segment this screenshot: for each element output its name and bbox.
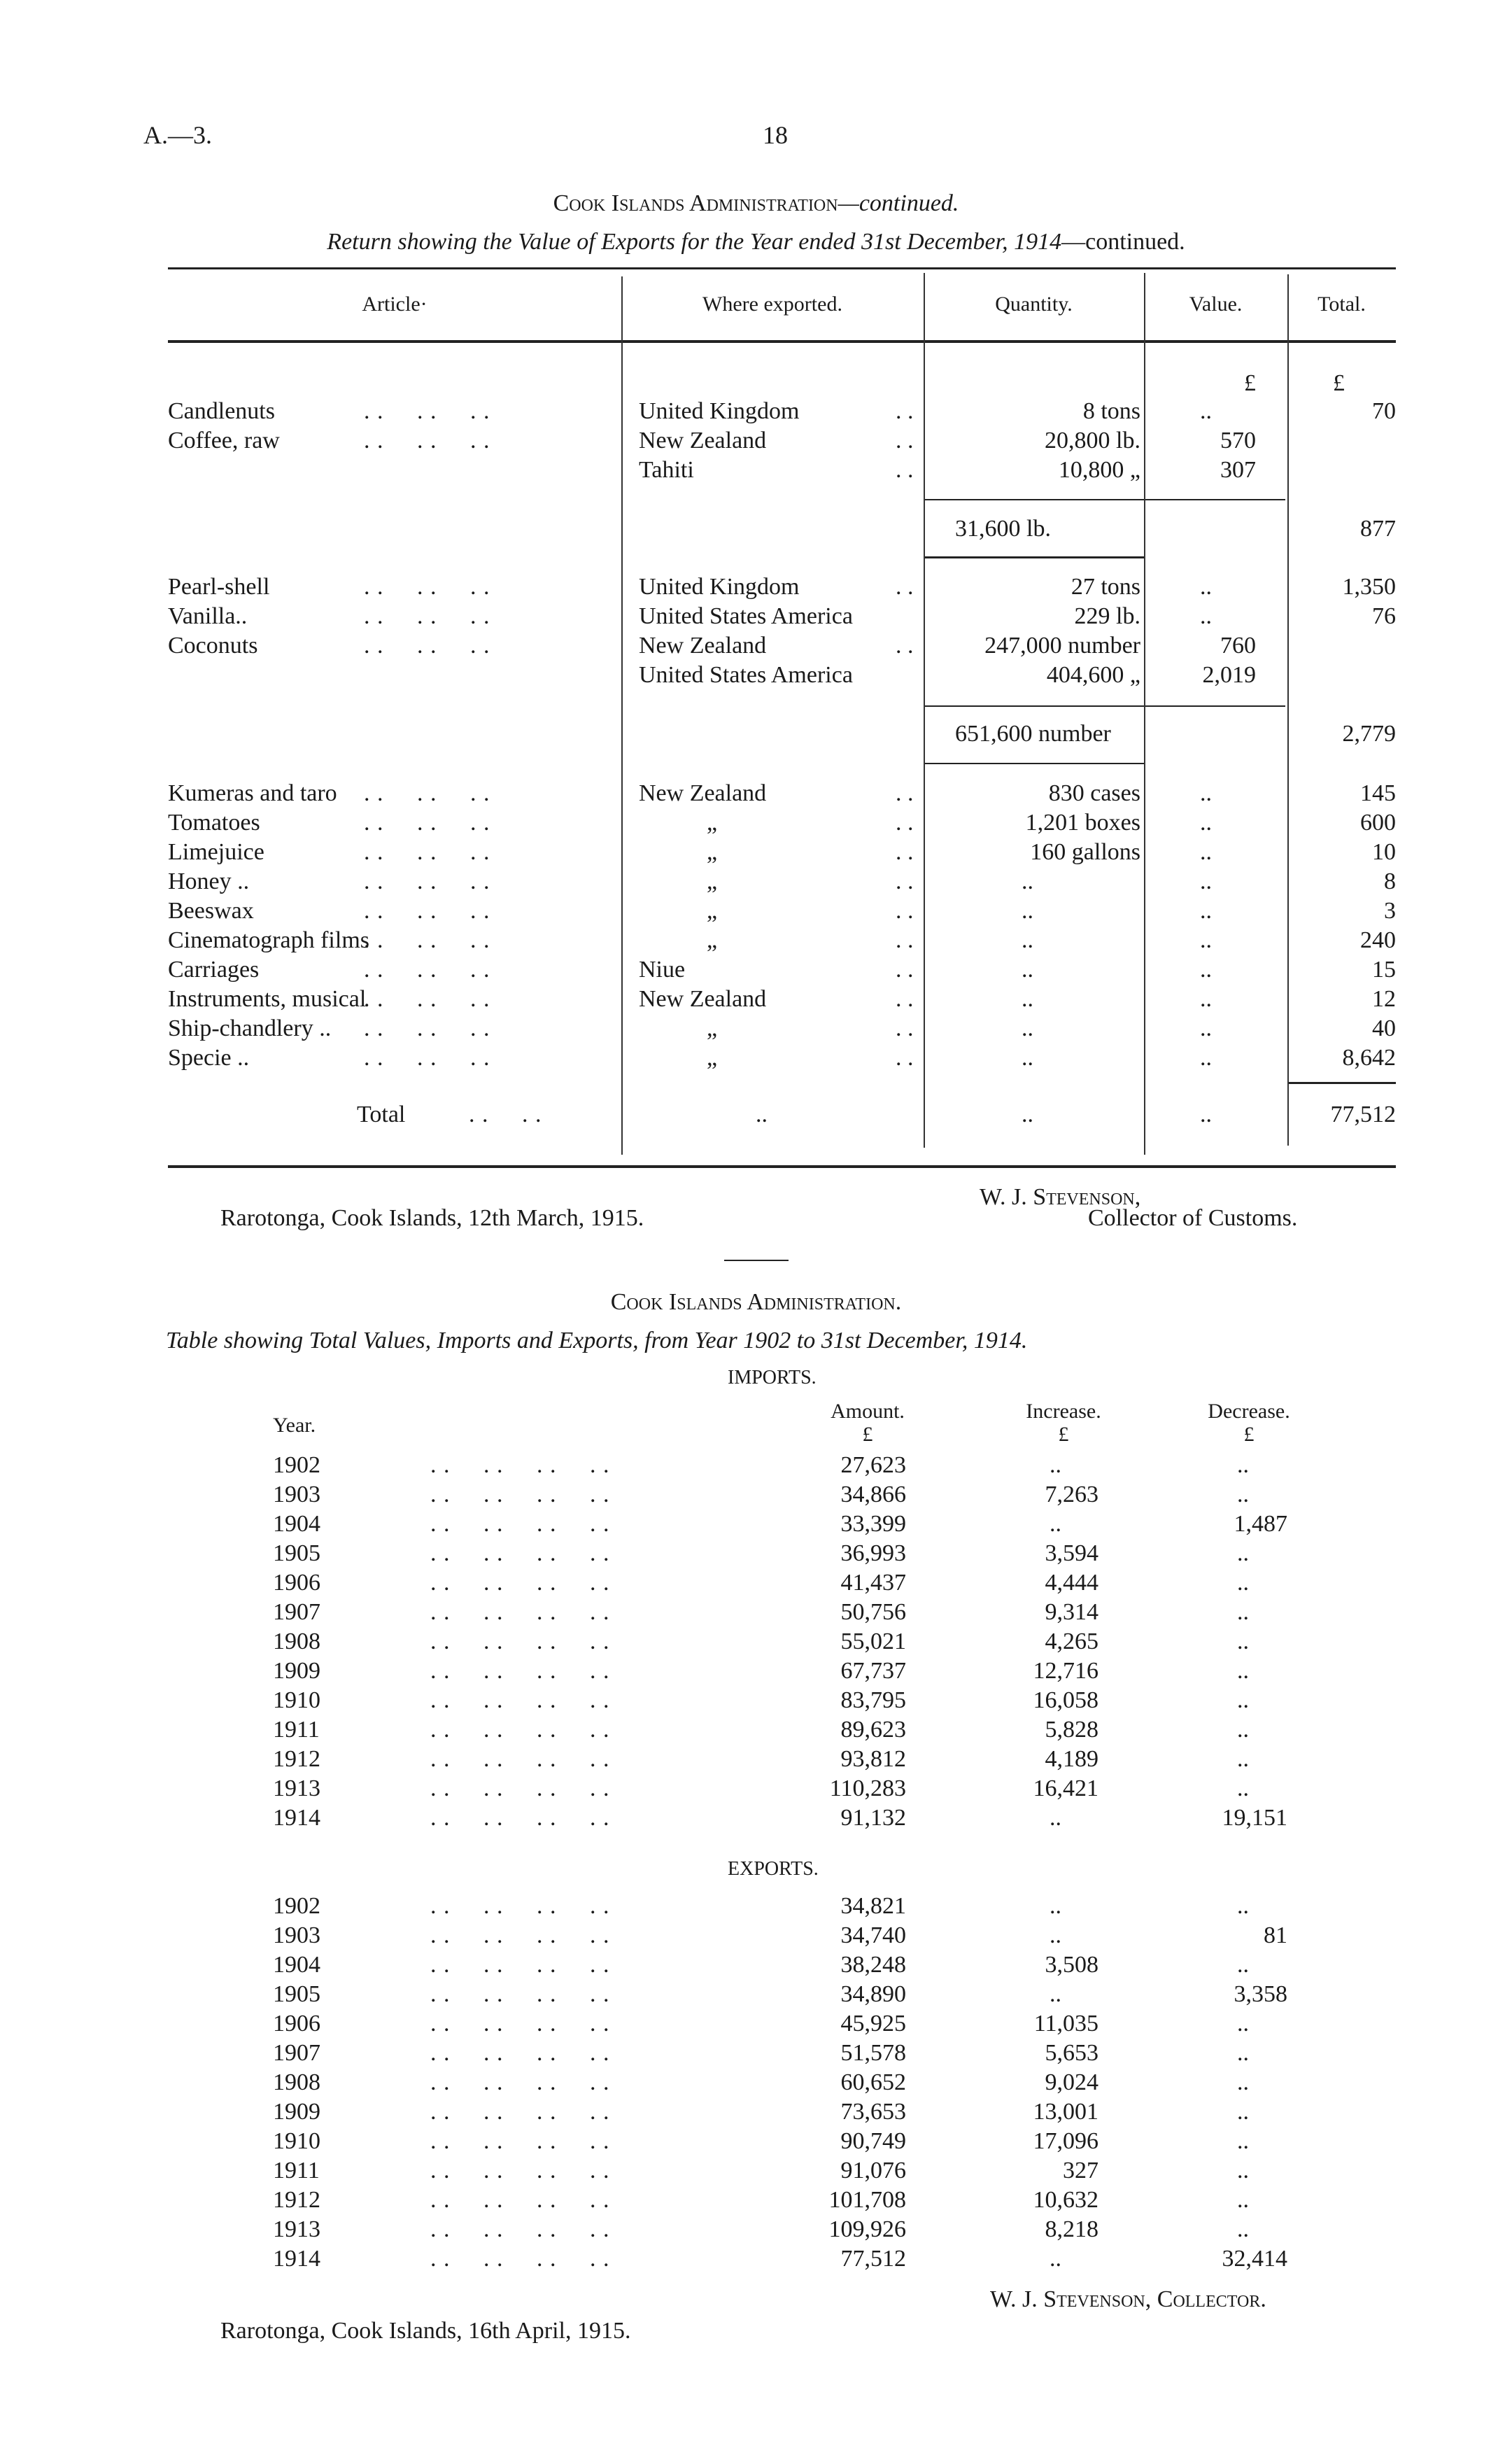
where-exported: United Kingdom [639, 398, 800, 424]
leader-dots: . . . . . . [364, 986, 490, 1012]
increase: .. [1050, 2246, 1061, 2272]
value-subtotal-rule [1145, 705, 1285, 707]
amount: 77,512 [840, 2246, 906, 2272]
year: 1905 [273, 1540, 320, 1566]
increase: .. [1050, 1981, 1061, 2007]
leader-dots: . . . . . . . . [430, 1981, 610, 2007]
increase: 5,653 [1045, 2040, 1098, 2066]
where-exported: „ [707, 898, 718, 924]
year: 1914 [273, 1805, 320, 1831]
year: 1908 [273, 1629, 320, 1654]
amount: 55,021 [840, 1629, 906, 1654]
leader-dots: . . . . . . . . [430, 1775, 610, 1801]
leader-dots: . . [896, 810, 914, 836]
leader-dots: . . . . . . . . [430, 1746, 610, 1772]
leader-dots: . . . . . . . . [430, 2011, 610, 2037]
column-header-quantity: Quantity. [995, 293, 1073, 316]
total: 10 [1372, 839, 1396, 865]
totals-subtitle: Table showing Total Values, Imports and Exports, from Year 1902 to 31st December, 1914. [166, 1328, 1028, 1353]
where-exported: „ [707, 927, 718, 953]
year: 1910 [273, 2128, 320, 2154]
increase: 4,189 [1045, 1746, 1098, 1772]
where-exported: „ [707, 1015, 718, 1041]
amount: 27,623 [840, 1452, 906, 1478]
decrease: .. [1237, 2187, 1249, 2213]
decrease: .. [1237, 2069, 1249, 2095]
year: 1908 [273, 2069, 320, 2095]
quantity: 8 tons [1082, 398, 1140, 424]
leader-dots: . . . . . . [364, 633, 490, 659]
quantity: 404,600 „ [1046, 662, 1140, 688]
article-name: Instruments, musical [168, 986, 367, 1012]
value: 307 [1220, 457, 1256, 483]
where-exported: New Zealand [639, 780, 767, 806]
leader-dots: . . . . . . . . [430, 2187, 610, 2213]
year: 1905 [273, 1981, 320, 2007]
quantity-subtotal-rule [925, 705, 1144, 707]
page-reference: A.—3. [143, 121, 212, 149]
article-name: Limejuice [168, 839, 264, 865]
table-bottom-rule [168, 1165, 1396, 1168]
quantity-subtotal-bottom-rule [925, 556, 1144, 558]
leader-dots: . . . . . . . . [430, 1717, 610, 1743]
exports-label: EXPORTS. [728, 1858, 819, 1880]
value-subtotal-rule [1145, 499, 1285, 500]
increase: 327 [1063, 2158, 1098, 2183]
increase: 3,508 [1045, 1952, 1098, 1978]
column-divider [621, 276, 623, 1155]
column-header-total: Total. [1317, 293, 1366, 316]
leader-dots: . . . . . . . . [430, 1629, 610, 1654]
amount: 34,740 [840, 1922, 906, 1948]
increase: 4,265 [1045, 1629, 1098, 1654]
article-name: Carriages [168, 957, 260, 983]
value-currency: £ [1244, 370, 1256, 396]
collector-signature [990, 2285, 1266, 2314]
column-header-amount: Amount. [831, 1400, 905, 1423]
amount: 51,578 [840, 2040, 906, 2066]
amount: 45,925 [840, 2011, 906, 2037]
leader-dots: . . . . . . [364, 1015, 490, 1041]
column-header-decrease: Decrease. [1208, 1400, 1290, 1423]
column-header-value: Value. [1189, 293, 1243, 316]
decrease: .. [1237, 2158, 1249, 2183]
quantity: 10,800 „ [1058, 457, 1140, 483]
increase: 10,632 [1033, 2187, 1098, 2213]
year: 1911 [273, 2158, 320, 2183]
where-exported: Niue [639, 957, 686, 983]
leader-dots: . . . . . . . . [430, 1482, 610, 1507]
amount: 109,926 [828, 2216, 906, 2242]
total: 240 [1360, 927, 1396, 953]
amount: 91,132 [840, 1805, 906, 1831]
page-number: 18 [763, 121, 788, 149]
leader-dots: . . . . . . [364, 780, 490, 806]
imports-label: IMPORTS. [728, 1367, 817, 1388]
leader-dots: . . . . . . . . [430, 2246, 610, 2272]
quantity: 229 lb. [1074, 603, 1140, 629]
value: .. [1200, 927, 1212, 953]
decrease: .. [1237, 1893, 1249, 1919]
amount: 93,812 [840, 1746, 906, 1772]
leader-dots: . . . . . . [364, 428, 490, 453]
leader-dots: . . [896, 633, 914, 659]
leader-dots: . . [896, 986, 914, 1012]
quantity: .. [1022, 986, 1033, 1012]
year: 1911 [273, 1717, 320, 1743]
value: .. [1200, 839, 1212, 865]
where-exported: „ [707, 868, 718, 894]
value: 760 [1220, 633, 1256, 659]
decrease: .. [1237, 1452, 1249, 1478]
exports-subtitle-suffix: —continued. [1061, 229, 1185, 255]
value: .. [1200, 868, 1212, 894]
leader-dots: . . . . . . . . [430, 2069, 610, 2095]
year: 1910 [273, 1687, 320, 1713]
leader-dots: . . . . . . . . [430, 2040, 610, 2066]
leader-dots: . . . . . . [364, 839, 490, 865]
amount: 110,283 [829, 1775, 906, 1801]
leader-dots: . . [896, 457, 914, 483]
signatory-title: Collector of Customs. [1088, 1205, 1298, 1231]
increase: 9,314 [1045, 1599, 1098, 1625]
increase: 16,421 [1033, 1775, 1098, 1801]
total: 3 [1384, 898, 1396, 924]
decrease: .. [1237, 2099, 1249, 2125]
increase: .. [1050, 1511, 1061, 1537]
year: 1912 [273, 2187, 320, 2213]
leader-dots: . . [896, 428, 914, 453]
amount: 101,708 [828, 2187, 906, 2213]
exports-heading-suffix: —continued. [838, 190, 959, 216]
total: 15 [1372, 957, 1396, 983]
leader-dots: . . . . . . . . [430, 1570, 610, 1596]
decrease: .. [1237, 1599, 1249, 1625]
leader-dots: . . . . . . . . [430, 2128, 610, 2154]
quantity: 27 tons [1071, 574, 1140, 600]
leader-dots: . . . . . . . . [430, 2216, 610, 2242]
leader-dots: . . . . . . . . [430, 2099, 610, 2125]
year: 1909 [273, 1658, 320, 1684]
leader-dots: . . . . [469, 1102, 542, 1127]
column-header-article: Article· [362, 293, 428, 316]
quantity-subtotal: 31,600 lb. [955, 516, 1051, 542]
quantity: 20,800 lb. [1045, 428, 1140, 453]
leader-dots: . . [896, 839, 914, 865]
leader-dots: . . . . . . [364, 810, 490, 836]
total: 40 [1372, 1015, 1396, 1041]
total-row-where: .. [756, 1102, 768, 1127]
place-date: Rarotonga, Cook Islands, 12th March, 1915. [220, 1205, 644, 1231]
value: .. [1200, 398, 1212, 424]
quantity: .. [1022, 868, 1033, 894]
leader-dots: . . . . . . . . [430, 1658, 610, 1684]
decrease: .. [1237, 1658, 1249, 1684]
quantity: .. [1022, 1015, 1033, 1041]
leader-dots: . . . . . . [364, 398, 490, 424]
total: 145 [1360, 780, 1396, 806]
amount: 89,623 [840, 1717, 906, 1743]
amount: 60,652 [840, 2069, 906, 2095]
increase: .. [1050, 1922, 1061, 1948]
year: 1907 [273, 2040, 320, 2066]
leader-dots: . . . . . . . . [430, 1952, 610, 1978]
where-exported: United Kingdom [639, 574, 800, 600]
leader-dots: . . . . . . . . [430, 1805, 610, 1831]
increase: .. [1050, 1805, 1061, 1831]
decrease: .. [1237, 1775, 1249, 1801]
increase: 17,096 [1033, 2128, 1098, 2154]
amount: 33,399 [840, 1511, 906, 1537]
decrease: .. [1237, 2040, 1249, 2066]
amount: 34,890 [840, 1981, 906, 2007]
year: 1903 [273, 1482, 320, 1507]
value: .. [1200, 810, 1212, 836]
value: .. [1200, 1015, 1212, 1041]
value: .. [1200, 1045, 1212, 1071]
leader-dots: . . . . . . [364, 868, 490, 894]
increase: 5,828 [1045, 1717, 1098, 1743]
column-header-year: Year. [273, 1414, 316, 1437]
quantity: .. [1022, 957, 1033, 983]
total: 877 [1360, 516, 1396, 542]
article-name: Coffee, raw [168, 428, 280, 453]
where-exported: New Zealand [639, 428, 767, 453]
leader-dots: . . [896, 927, 914, 953]
value: .. [1200, 780, 1212, 806]
quantity: .. [1022, 927, 1033, 953]
leader-dots: . . . . . . . . [430, 1540, 610, 1566]
decrease: .. [1237, 1952, 1249, 1978]
table-header-rule [168, 340, 1396, 343]
total-currency: £ [1333, 370, 1345, 396]
quantity: 160 gallons [1030, 839, 1140, 865]
section-separator [724, 1260, 789, 1261]
column-divider [1144, 273, 1145, 1155]
year: 1904 [273, 1511, 320, 1537]
decrease: .. [1237, 2128, 1249, 2154]
increase: 13,001 [1033, 2099, 1098, 2125]
increase-unit: £ [1058, 1423, 1069, 1446]
leader-dots: . . . . . . . . [430, 2158, 610, 2183]
where-exported: United States America [639, 603, 853, 629]
article-name: Ship-chandlery .. [168, 1015, 332, 1041]
year: 1907 [273, 1599, 320, 1625]
year: 1906 [273, 1570, 320, 1596]
total: 12 [1372, 986, 1396, 1012]
year: 1904 [273, 1952, 320, 1978]
increase: 16,058 [1033, 1687, 1098, 1713]
amount: 34,866 [840, 1482, 906, 1507]
quantity: 1,201 boxes [1025, 810, 1140, 836]
amount: 90,749 [840, 2128, 906, 2154]
where-exported: United States America [639, 662, 853, 688]
year: 1912 [273, 1746, 320, 1772]
value: .. [1200, 603, 1212, 629]
leader-dots: . . . . . . [364, 574, 490, 600]
total: 8,642 [1342, 1045, 1396, 1071]
quantity: .. [1022, 1045, 1033, 1071]
leader-dots: . . [896, 780, 914, 806]
year: 1902 [273, 1893, 320, 1919]
total-row-total: 77,512 [1330, 1102, 1396, 1127]
article-name: Tomatoes [168, 810, 260, 836]
year: 1913 [273, 2216, 320, 2242]
decrease: .. [1237, 1746, 1249, 1772]
decrease: 1,487 [1234, 1511, 1287, 1537]
amount: 91,076 [840, 2158, 906, 2183]
place-date-2: Rarotonga, Cook Islands, 16th April, 1915. [220, 2318, 631, 2344]
decrease: .. [1237, 1482, 1249, 1507]
increase: 4,444 [1045, 1570, 1098, 1596]
year: 1913 [273, 1775, 320, 1801]
quantity: 830 cases [1048, 780, 1140, 806]
increase: 3,594 [1045, 1540, 1098, 1566]
leader-dots: . . . . . . . . [430, 1893, 610, 1919]
value: 570 [1220, 428, 1256, 453]
leader-dots: . . [896, 1015, 914, 1041]
where-exported: New Zealand [639, 986, 767, 1012]
total: 1,350 [1342, 574, 1396, 600]
decrease: 3,358 [1234, 1981, 1287, 2007]
where-exported: „ [707, 839, 718, 865]
increase: 7,263 [1045, 1482, 1098, 1507]
leader-dots: . . . . . . . . [430, 1687, 610, 1713]
exports-subtitle [0, 227, 1512, 257]
quantity-subtotal-bottom-rule [925, 763, 1144, 764]
leader-dots: . . . . . . . . [430, 1452, 610, 1478]
leader-dots: . . . . . . . . [430, 1511, 610, 1537]
decrease: .. [1237, 1540, 1249, 1566]
amount: 41,437 [840, 1570, 906, 1596]
increase: 9,024 [1045, 2069, 1098, 2095]
year: 1909 [273, 2099, 320, 2125]
article-name: Honey .. [168, 868, 250, 894]
leader-dots: . . . . . . . . [430, 1599, 610, 1625]
column-divider [924, 273, 925, 1148]
quantity-subtotal-rule [925, 499, 1144, 500]
article-name: Pearl-shell [168, 574, 270, 600]
leader-dots: . . . . . . [364, 957, 490, 983]
leader-dots: . . [896, 398, 914, 424]
increase: .. [1050, 1452, 1061, 1478]
amount: 38,248 [840, 1952, 906, 1978]
total-row-label: Total [357, 1102, 406, 1127]
decrease: .. [1237, 2216, 1249, 2242]
article-name: Kumeras and taro [168, 780, 337, 806]
total: 76 [1372, 603, 1396, 629]
decrease: 32,414 [1222, 2246, 1287, 2272]
article-name: Vanilla.. [168, 603, 248, 629]
amount: 67,737 [840, 1658, 906, 1684]
year: 1902 [273, 1452, 320, 1478]
total: 2,779 [1342, 721, 1396, 747]
leader-dots: . . . . . . [364, 927, 490, 953]
leader-dots: . . . . . . . . [430, 1922, 610, 1948]
leader-dots: . . . . . . [364, 603, 490, 629]
total: 600 [1360, 810, 1396, 836]
quantity: .. [1022, 898, 1033, 924]
amount: 83,795 [840, 1687, 906, 1713]
leader-dots: . . . . . . [364, 898, 490, 924]
increase: 11,035 [1033, 2011, 1098, 2037]
leader-dots: . . [896, 868, 914, 894]
amount: 73,653 [840, 2099, 906, 2125]
decrease: .. [1237, 2011, 1249, 2037]
exports-subtitle-text: Return showing the Value of Exports for the Year ended 31st December, 1914 [327, 229, 1062, 255]
column-header-increase: Increase. [1026, 1400, 1101, 1423]
where-exported: Tahiti [639, 457, 694, 483]
where-exported: „ [707, 810, 718, 836]
year: 1914 [273, 2246, 320, 2272]
decrease: .. [1237, 1629, 1249, 1654]
increase: .. [1050, 1893, 1061, 1919]
quantity-subtotal: 651,600 number [955, 721, 1111, 747]
article-name: Candlenuts [168, 398, 275, 424]
quantity: 247,000 number [984, 633, 1140, 659]
decrease: .. [1237, 1570, 1249, 1596]
decrease: .. [1237, 1717, 1249, 1743]
decrease: 19,151 [1222, 1805, 1287, 1831]
exports-heading [0, 189, 1512, 218]
value: 2,019 [1202, 662, 1256, 688]
total-sum-rule [1289, 1082, 1396, 1084]
decrease: 81 [1264, 1922, 1287, 1948]
total: 8 [1384, 868, 1396, 894]
increase: 12,716 [1033, 1658, 1098, 1684]
collector-signature-text: W. J. Stevenson, Collector. [990, 2286, 1266, 2312]
leader-dots: . . [896, 898, 914, 924]
table-top-rule [168, 267, 1396, 269]
decrease-unit: £ [1243, 1423, 1255, 1446]
signatory-name-text: W. J. Stevenson, [980, 1184, 1141, 1210]
exports-heading-main: Cook Islands Administration [553, 190, 838, 216]
article-name: Specie .. [168, 1045, 250, 1071]
article-name: Coconuts [168, 633, 258, 659]
value: .. [1200, 574, 1212, 600]
total: 70 [1372, 398, 1396, 424]
decrease: .. [1237, 1687, 1249, 1713]
leader-dots: . . [896, 1045, 914, 1071]
value: .. [1200, 986, 1212, 1012]
amount: 36,993 [840, 1540, 906, 1566]
where-exported: New Zealand [639, 633, 767, 659]
column-header-where: Where exported. [702, 293, 842, 316]
article-name: Cinematograph films [168, 927, 370, 953]
where-exported: „ [707, 1045, 718, 1071]
article-name: Beeswax [168, 898, 254, 924]
leader-dots: . . [896, 574, 914, 600]
total-row-value: .. [1200, 1102, 1212, 1127]
increase: 8,218 [1045, 2216, 1098, 2242]
totals-heading: Cook Islands Administration. [610, 1289, 902, 1315]
value: .. [1200, 898, 1212, 924]
year: 1903 [273, 1922, 320, 1948]
leader-dots: . . [896, 957, 914, 983]
amount-unit: £ [862, 1423, 873, 1446]
value: .. [1200, 957, 1212, 983]
amount: 50,756 [840, 1599, 906, 1625]
leader-dots: . . . . . . [364, 1045, 490, 1071]
year: 1906 [273, 2011, 320, 2037]
total-row-quantity: .. [1022, 1102, 1033, 1127]
amount: 34,821 [840, 1893, 906, 1919]
